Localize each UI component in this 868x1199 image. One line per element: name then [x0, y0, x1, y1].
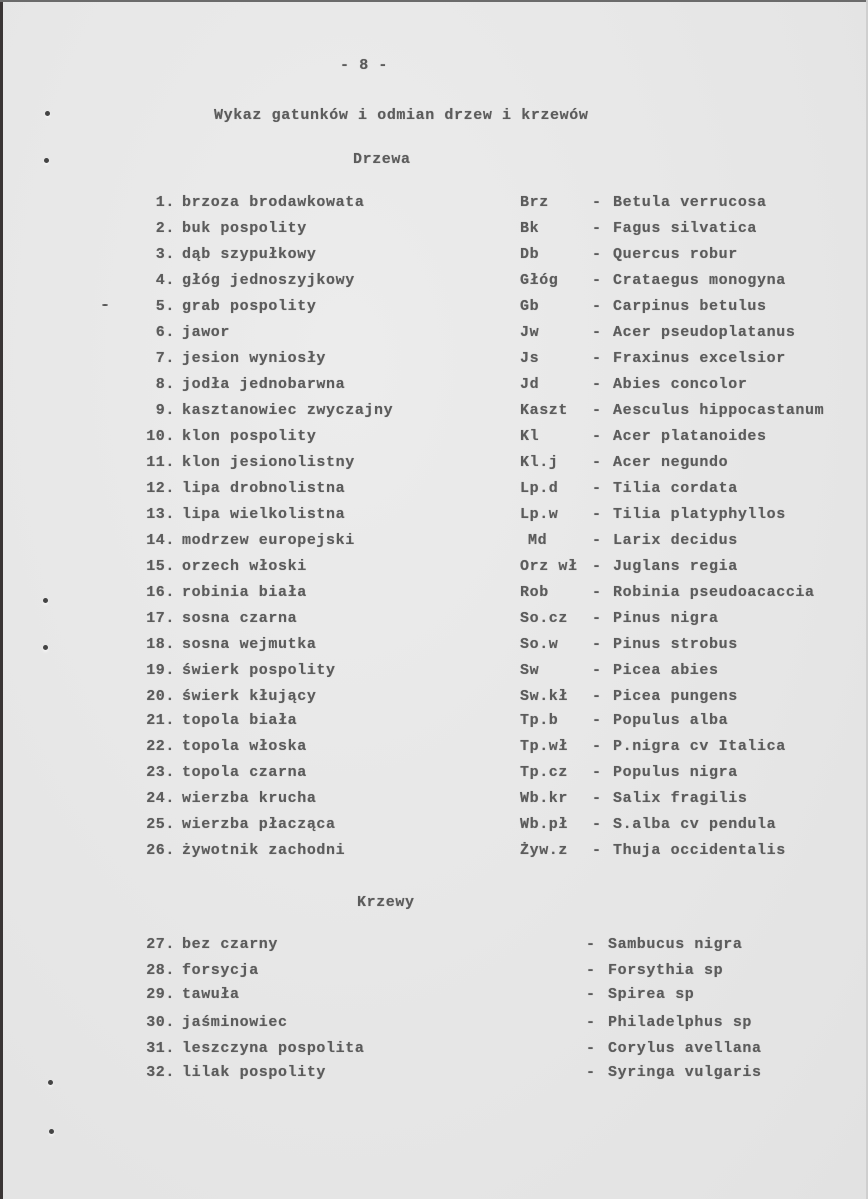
item-number: 9.	[155, 402, 175, 419]
item-number: 10.	[146, 428, 175, 445]
abbreviation: Js	[520, 350, 540, 367]
abbreviation: So.w	[520, 636, 559, 653]
list-item	[0, 842, 868, 864]
polish-name: klon pospolity	[182, 428, 317, 445]
polish-name: kasztanowiec zwyczajny	[182, 402, 394, 419]
section-heading-trees: Drzewa	[353, 151, 411, 168]
separator-dash: -	[592, 790, 602, 807]
polish-name: świerk pospolity	[182, 662, 336, 679]
abbreviation: Kaszt	[520, 402, 569, 419]
separator-dash: -	[592, 842, 602, 859]
list-item	[0, 986, 868, 1008]
latin-name: Populus nigra	[613, 764, 738, 781]
page-top-edge	[0, 0, 868, 2]
separator-dash: -	[586, 936, 596, 953]
item-number: 23.	[146, 764, 175, 781]
latin-name: Corylus avellana	[608, 1040, 762, 1057]
separator-dash: -	[592, 428, 602, 445]
item-number: 31.	[146, 1040, 175, 1057]
latin-name: Larix decidus	[613, 532, 738, 549]
latin-name: Quercus robur	[613, 246, 738, 263]
separator-dash: -	[592, 636, 602, 653]
abbreviation: Żyw.z	[520, 842, 569, 859]
polish-name: leszczyna pospolita	[182, 1040, 365, 1057]
polish-name: lipa drobnolistna	[182, 480, 346, 497]
separator-dash: -	[592, 532, 602, 549]
latin-name: Pinus strobus	[613, 636, 738, 653]
list-item	[0, 454, 868, 476]
list-item	[0, 688, 868, 710]
item-number: 32.	[146, 1064, 175, 1081]
polish-name: jodła jednobarwna	[182, 376, 346, 393]
polish-name: topola włoska	[182, 738, 307, 755]
abbreviation: Tp.wł	[520, 738, 569, 755]
polish-name: lipa wielkolistna	[182, 506, 346, 523]
item-number: 2.	[155, 220, 175, 237]
list-item	[0, 194, 868, 216]
list-item	[0, 662, 868, 684]
abbreviation: Kl.j	[520, 454, 559, 471]
polish-name: wierzba krucha	[182, 790, 317, 807]
latin-name: Abies concolor	[613, 376, 748, 393]
abbreviation: Db	[520, 246, 540, 263]
latin-name: Acer pseudoplatanus	[613, 324, 796, 341]
latin-name: Picea pungens	[613, 688, 738, 705]
latin-name: S.alba cv pendula	[613, 816, 777, 833]
latin-name: Fagus silvatica	[613, 220, 758, 237]
item-number: 29.	[146, 986, 175, 1003]
latin-name: Tilia cordata	[613, 480, 738, 497]
latin-name: Acer platanoides	[613, 428, 767, 445]
latin-name: Sambucus nigra	[608, 936, 743, 953]
separator-dash: -	[592, 712, 602, 729]
abbreviation: So.cz	[520, 610, 569, 627]
separator-dash: -	[586, 962, 596, 979]
item-number: 25.	[146, 816, 175, 833]
item-number: 6.	[155, 324, 175, 341]
latin-name: Pinus nigra	[613, 610, 719, 627]
list-item	[0, 738, 868, 760]
polish-name: modrzew europejski	[182, 532, 355, 549]
abbreviation: Jd	[520, 376, 540, 393]
item-number: 1.	[155, 194, 175, 211]
separator-dash: -	[592, 272, 602, 289]
polish-name: świerk kłujący	[182, 688, 317, 705]
separator-dash: -	[592, 350, 602, 367]
item-number: 11.	[146, 454, 175, 471]
polish-name: robinia biała	[182, 584, 307, 601]
separator-dash: -	[586, 986, 596, 1003]
polish-name: buk pospolity	[182, 220, 307, 237]
polish-name: orzech włoski	[182, 558, 307, 575]
list-item	[0, 936, 868, 958]
punch-hole-icon	[49, 1129, 54, 1134]
separator-dash: -	[592, 480, 602, 497]
latin-name: Juglans regia	[613, 558, 738, 575]
polish-name: sosna czarna	[182, 610, 298, 627]
item-number: 14.	[146, 532, 175, 549]
list-item	[0, 764, 868, 786]
item-number: 4.	[155, 272, 175, 289]
item-number: 22.	[146, 738, 175, 755]
item-number: 21.	[146, 712, 175, 729]
list-item	[0, 272, 868, 294]
separator-dash: -	[592, 454, 602, 471]
item-number: 19.	[146, 662, 175, 679]
latin-name: Thuja occidentalis	[613, 842, 786, 859]
polish-name: topola czarna	[182, 764, 307, 781]
latin-name: Betula verrucosa	[613, 194, 767, 211]
list-item	[0, 428, 868, 450]
latin-name: Robinia pseudoacaccia	[613, 584, 815, 601]
abbreviation: Kl	[520, 428, 540, 445]
list-item	[0, 350, 868, 372]
list-item	[0, 1014, 868, 1036]
item-number: 15.	[146, 558, 175, 575]
page-number: - 8 -	[340, 57, 389, 74]
list-item	[0, 298, 868, 320]
list-item	[0, 1040, 868, 1062]
separator-dash: -	[592, 610, 602, 627]
abbreviation: Jw	[520, 324, 540, 341]
item-number: 17.	[146, 610, 175, 627]
list-item	[0, 220, 868, 242]
separator-dash: -	[592, 738, 602, 755]
polish-name: głóg jednoszyjkowy	[182, 272, 355, 289]
separator-dash: -	[586, 1014, 596, 1031]
list-item	[0, 636, 868, 658]
document-title: Wykaz gatunków i odmian drzew i krzewów	[214, 107, 589, 124]
separator-dash: -	[592, 584, 602, 601]
latin-name: Philadelphus sp	[608, 1014, 753, 1031]
abbreviation: Lp.w	[520, 506, 559, 523]
list-item	[0, 712, 868, 734]
item-number: 28.	[146, 962, 175, 979]
list-item	[0, 558, 868, 580]
item-number: 13.	[146, 506, 175, 523]
item-number: 27.	[146, 936, 175, 953]
abbreviation: Wb.kr	[520, 790, 569, 807]
item-number: 30.	[146, 1014, 175, 1031]
abbreviation: Sw	[520, 662, 540, 679]
polish-name: grab pospolity	[182, 298, 317, 315]
latin-name: Forsythia sp	[608, 962, 724, 979]
list-item	[0, 402, 868, 424]
abbreviation: Orz wł	[520, 558, 578, 575]
list-item	[0, 584, 868, 606]
polish-name: jaśminowiec	[182, 1014, 288, 1031]
abbreviation: Wb.pł	[520, 816, 569, 833]
latin-name: Fraxinus excelsior	[613, 350, 786, 367]
abbreviation: Tp.cz	[520, 764, 569, 781]
list-item	[0, 506, 868, 528]
separator-dash: -	[592, 376, 602, 393]
abbreviation: Tp.b	[520, 712, 559, 729]
list-item	[0, 610, 868, 632]
list-item	[0, 480, 868, 502]
separator-dash: -	[592, 246, 602, 263]
polish-name: brzoza brodawkowata	[182, 194, 365, 211]
item-number: 16.	[146, 584, 175, 601]
abbreviation: Lp.d	[520, 480, 559, 497]
latin-name: P.nigra cv Italica	[613, 738, 786, 755]
item-number: 5.	[155, 298, 175, 315]
separator-dash: -	[592, 558, 602, 575]
item-number: 24.	[146, 790, 175, 807]
separator-dash: -	[586, 1040, 596, 1057]
polish-name: bez czarny	[182, 936, 279, 953]
item-number: 12.	[146, 480, 175, 497]
item-number: 26.	[146, 842, 175, 859]
abbreviation: Głóg	[520, 272, 559, 289]
latin-name: Picea abies	[613, 662, 719, 679]
abbreviation: Sw.kł	[520, 688, 569, 705]
list-item	[0, 376, 868, 398]
item-number: 8.	[155, 376, 175, 393]
abbreviation: Brz	[520, 194, 549, 211]
separator-dash: -	[592, 816, 602, 833]
item-number: 18.	[146, 636, 175, 653]
latin-name: Populus alba	[613, 712, 729, 729]
latin-name: Salix fragilis	[613, 790, 748, 807]
separator-dash: -	[592, 506, 602, 523]
abbreviation: Bk	[520, 220, 540, 237]
polish-name: tawuła	[182, 986, 240, 1003]
latin-name: Spirea sp	[608, 986, 695, 1003]
polish-name: jesion wyniosły	[182, 350, 327, 367]
polish-name: sosna wejmutka	[182, 636, 317, 653]
separator-dash: -	[592, 194, 602, 211]
list-item	[0, 246, 868, 268]
separator-dash: -	[592, 688, 602, 705]
latin-name: Acer negundo	[613, 454, 729, 471]
separator-dash: -	[592, 402, 602, 419]
separator-dash: -	[586, 1064, 596, 1081]
item-number: 3.	[155, 246, 175, 263]
punch-hole-icon	[45, 111, 50, 116]
section-heading-shrubs: Krzewy	[357, 894, 415, 911]
abbreviation: Md	[528, 532, 548, 549]
punch-hole-icon	[44, 158, 49, 163]
polish-name: lilak pospolity	[182, 1064, 327, 1081]
list-item	[0, 962, 868, 984]
abbreviation: Rob	[520, 584, 549, 601]
list-item	[0, 790, 868, 812]
list-item	[0, 1064, 868, 1086]
polish-name: topola biała	[182, 712, 298, 729]
latin-name: Tilia platyphyllos	[613, 506, 786, 523]
polish-name: klon jesionolistny	[182, 454, 355, 471]
item-number: 7.	[155, 350, 175, 367]
abbreviation: Gb	[520, 298, 540, 315]
latin-name: Crataegus monogyna	[613, 272, 786, 289]
latin-name: Carpinus betulus	[613, 298, 767, 315]
polish-name: wierzba płacząca	[182, 816, 336, 833]
polish-name: jawor	[182, 324, 231, 341]
list-item	[0, 816, 868, 838]
latin-name: Syringa vulgaris	[608, 1064, 762, 1081]
separator-dash: -	[592, 220, 602, 237]
separator-dash: -	[592, 324, 602, 341]
polish-name: dąb szypułkowy	[182, 246, 317, 263]
list-item	[0, 532, 868, 554]
polish-name: forsycja	[182, 962, 259, 979]
separator-dash: -	[592, 662, 602, 679]
latin-name: Aesculus hippocastanum	[613, 402, 825, 419]
separator-dash: -	[592, 764, 602, 781]
polish-name: żywotnik zachodni	[182, 842, 346, 859]
item-number: 20.	[146, 688, 175, 705]
separator-dash: -	[592, 298, 602, 315]
list-item	[0, 324, 868, 346]
